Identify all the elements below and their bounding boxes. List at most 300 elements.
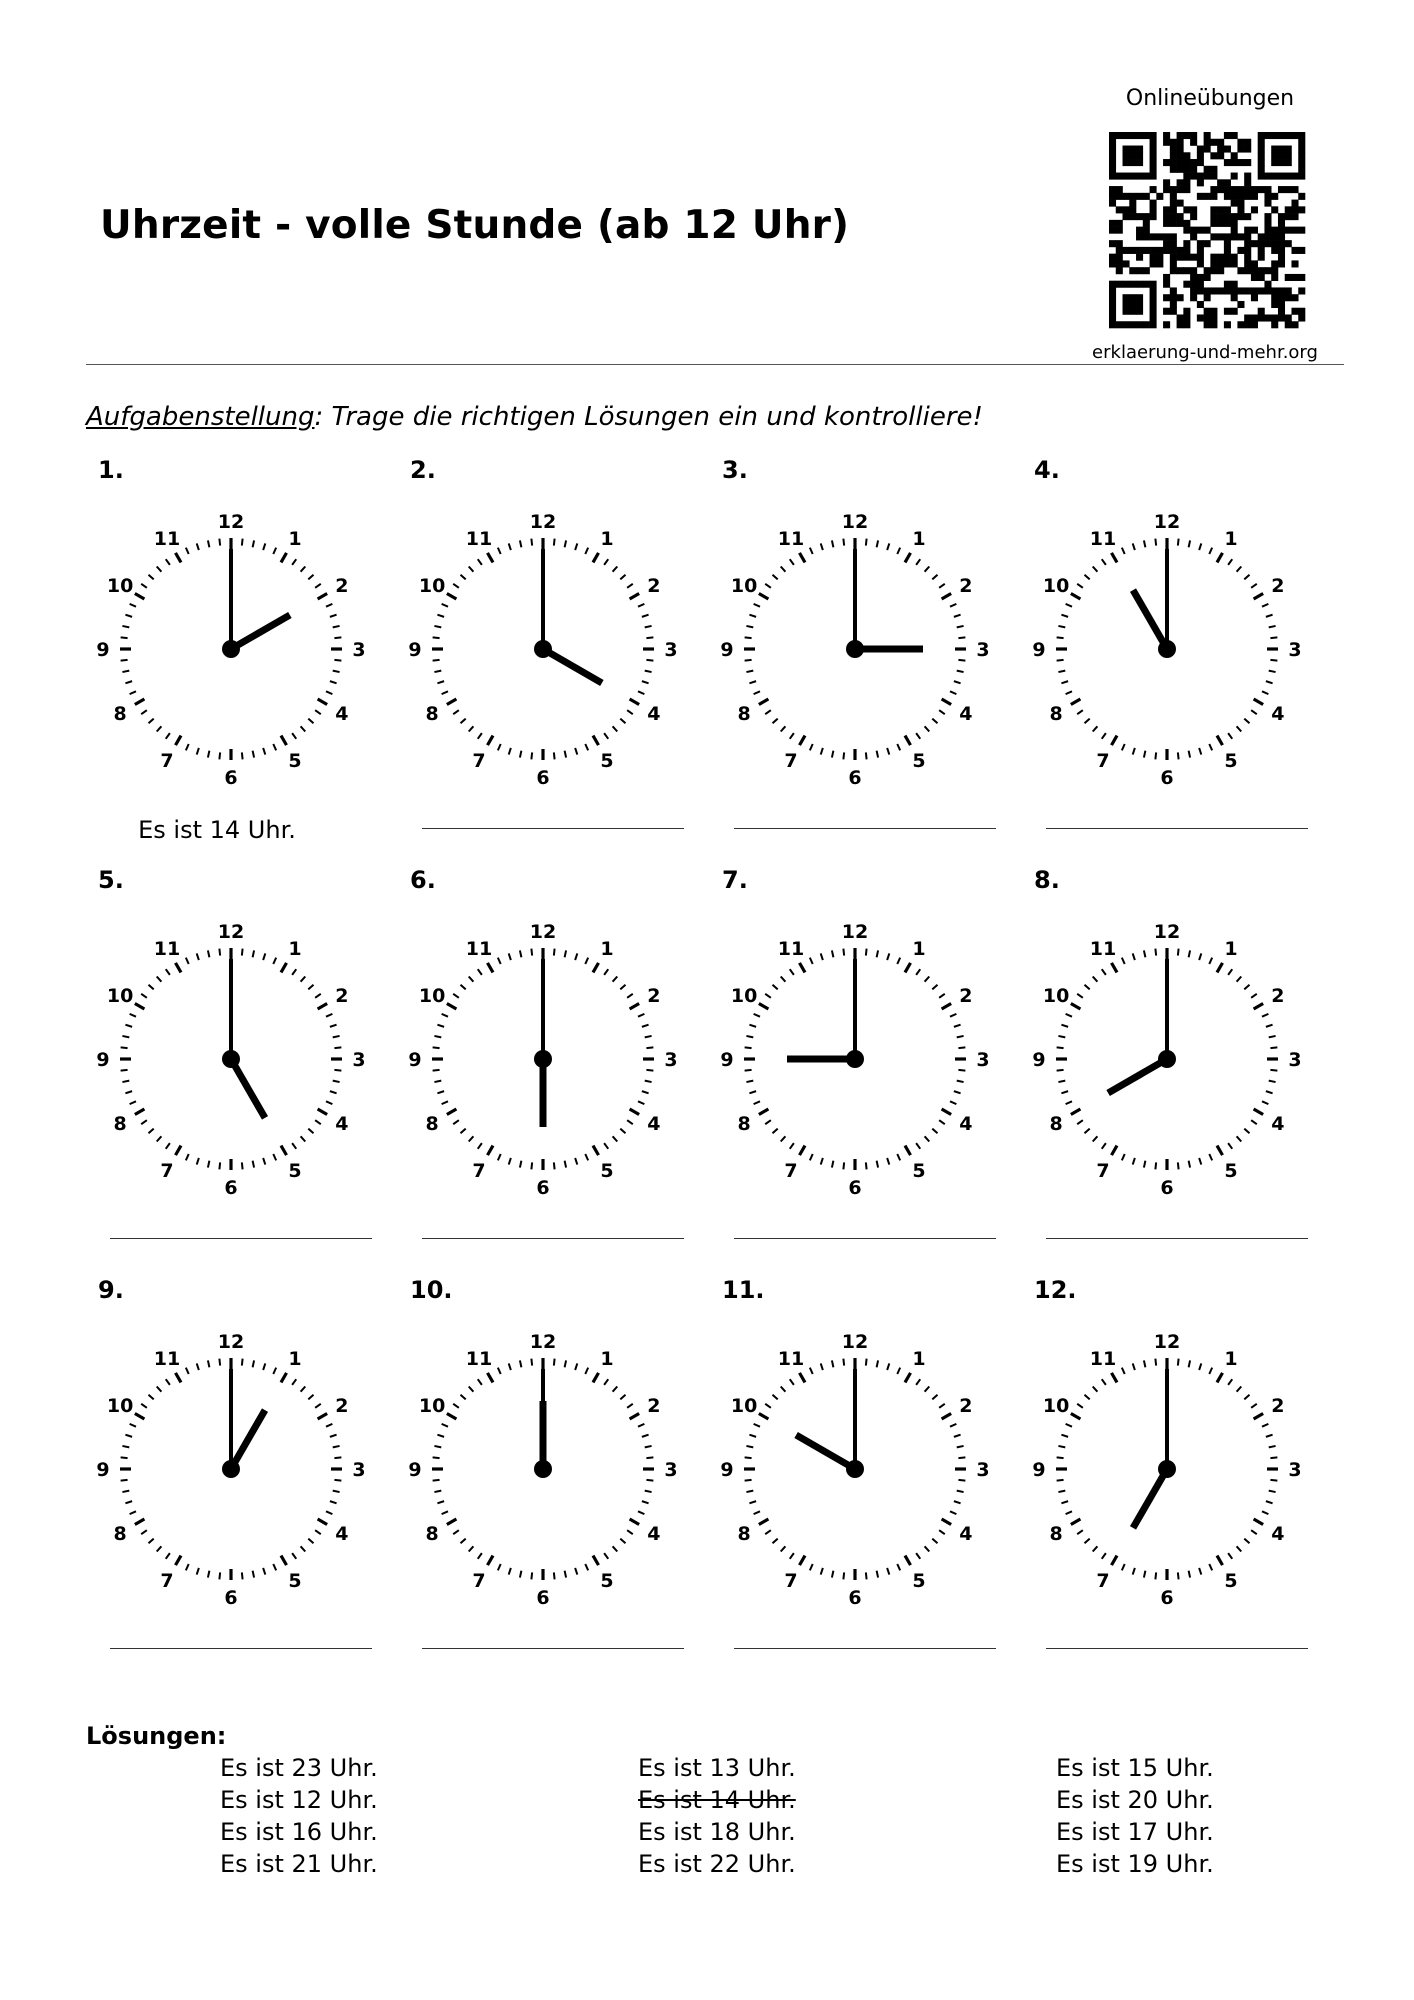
minute-tick [263,748,265,755]
minute-tick [1269,626,1276,627]
minute-tick [1237,977,1242,982]
clock-numeral: 5 [600,1159,614,1182]
hour-tick [1217,1146,1223,1156]
minute-tick [469,977,474,982]
minute-tick [1057,1047,1064,1048]
minute-tick [925,567,930,572]
solution-item: Es ist 12 Uhr. [220,1786,378,1814]
hour-tick [1217,553,1223,563]
hour-tick [281,1556,287,1566]
minute-tick [565,1571,566,1578]
minute-tick [242,1162,243,1169]
answer-line[interactable] [734,1238,996,1239]
minute-tick [645,1036,652,1037]
minute-tick [950,1424,956,1427]
minute-tick [1058,1036,1065,1037]
hour-tick [1112,736,1118,746]
minute-tick [166,559,170,565]
minute-tick [642,1435,649,1437]
hour-tick [281,1146,287,1156]
minute-tick [1262,1511,1268,1514]
clock-numeral: 7 [160,1569,174,1592]
minute-tick [958,660,965,661]
minute-tick [334,1047,341,1048]
minute-tick [925,1387,930,1392]
clock-numeral: 1 [1224,528,1238,551]
minute-tick [1061,681,1068,683]
clock-numeral: 12 [1153,1331,1181,1353]
minute-tick [122,626,129,627]
clock-numeral: 6 [536,767,550,789]
answer-line[interactable] [1046,828,1308,829]
minute-tick [916,1553,920,1559]
answer-line[interactable] [1046,1648,1308,1649]
minute-tick [957,1491,964,1492]
minute-tick [957,626,964,627]
answer-text[interactable]: Es ist 14 Uhr. [138,816,296,844]
minute-tick [765,710,771,714]
minute-tick [469,1546,474,1551]
hour-tick [135,1519,145,1525]
clock-center [222,1050,240,1068]
clock-numeral: 7 [784,1159,798,1182]
minute-tick [1133,1363,1135,1370]
minute-tick [939,710,945,714]
hour-tick [1112,553,1118,563]
minute-tick [301,1546,306,1551]
clock-exercise [710,866,1000,1266]
minute-tick [1262,1101,1268,1104]
minute-tick [509,1568,511,1575]
minute-tick [916,559,920,565]
clock-exercise [1022,866,1312,1266]
minute-tick [186,744,189,750]
hour-tick [593,1146,599,1156]
minute-tick [253,1571,254,1578]
minute-tick [301,1387,306,1392]
minute-tick [765,1530,771,1534]
minute-tick [620,575,625,580]
hour-tick [905,1146,911,1156]
clock-numeral: 12 [217,921,245,943]
minute-tick [1244,575,1249,580]
minute-tick [434,1491,441,1492]
minute-tick [1269,1036,1276,1037]
minute-tick [333,1491,340,1492]
minute-tick [1085,1395,1090,1400]
minute-tick [1144,1571,1145,1578]
answer-line[interactable] [422,828,684,829]
minute-tick [292,559,296,565]
minute-tick [219,1572,220,1579]
minute-tick [1178,1572,1179,1579]
minute-tick [1061,1091,1068,1093]
minute-tick [1228,733,1232,739]
clock-numeral: 3 [1288,1049,1302,1071]
minute-tick [810,958,813,964]
hour-tick [1112,1556,1118,1566]
minute-tick [121,660,128,661]
minute-tick [810,548,813,554]
minute-tick [866,539,867,546]
minute-tick [253,1360,254,1367]
hour-tick [630,594,640,600]
minute-tick [1269,1446,1276,1447]
minute-tick [166,969,170,975]
qr-label: Onlineübungen [1125,86,1295,111]
exercise-number: 8. [1034,866,1060,894]
clock-numeral: 7 [1096,1569,1110,1592]
clock-numeral: 4 [1271,1523,1285,1545]
answer-line[interactable] [110,1648,372,1649]
hour-tick [318,1109,328,1115]
clock-numeral: 3 [352,1049,366,1071]
hour-tick [1071,1414,1081,1420]
hour-hand [231,1410,265,1469]
minute-tick [887,1568,889,1575]
clock-numeral: 2 [1271,985,1285,1007]
minute-tick [1066,1101,1072,1104]
clock-numeral: 4 [335,1523,349,1545]
exercise-number: 5. [98,866,124,894]
minute-tick [157,726,162,731]
minute-tick [1178,949,1179,956]
clock-face [96,902,366,1199]
minute-tick [433,1070,440,1071]
hour-tick [1217,963,1223,973]
minute-tick [461,575,466,580]
minute-tick [333,1081,340,1082]
clock-numeral: 1 [600,528,614,551]
clock-numeral: 10 [730,985,758,1007]
minute-tick [130,1101,136,1104]
minute-tick [469,1136,474,1141]
minute-tick [1057,1457,1064,1458]
hour-tick [1254,1109,1264,1115]
minute-tick [1061,1501,1068,1503]
minute-tick [957,1446,964,1447]
clock-exercise [86,866,376,1266]
minute-tick [1093,977,1098,982]
minute-tick [273,1564,276,1570]
hour-tick [135,1414,145,1420]
clock-numeral: 2 [647,575,661,597]
minute-tick [509,748,511,755]
minute-tick [219,539,220,546]
clock-numeral: 6 [536,1587,550,1609]
hour-tick [905,1373,911,1383]
minute-tick [166,1379,170,1385]
clock-numeral: 8 [113,1523,127,1545]
minute-tick [1189,1161,1190,1168]
clock-numeral: 8 [113,1113,127,1135]
minute-tick [125,1501,132,1503]
clock-numeral: 12 [1153,511,1181,533]
minute-tick [954,1091,961,1093]
clock-numeral: 4 [647,1113,661,1135]
clock-exercise [86,1276,376,1676]
minute-tick [1199,543,1201,550]
clock-numeral: 9 [96,1049,110,1071]
minute-tick [749,1501,756,1503]
hour-tick [176,1556,182,1566]
minute-tick [461,1395,466,1400]
minute-tick [773,719,778,724]
clock-numeral: 1 [912,938,926,961]
clock-numeral: 5 [912,1159,926,1182]
minute-tick [832,540,833,547]
minute-tick [186,1564,189,1570]
hour-tick [593,736,599,746]
minute-tick [301,567,306,572]
minute-tick [263,1158,265,1165]
answer-line[interactable] [110,1238,372,1239]
minute-tick [1262,1424,1268,1427]
minute-tick [442,1424,448,1427]
task-text: : Trage die richtigen Lösungen ein und kontrolliere! [314,402,983,432]
clock-numeral: 2 [959,1395,973,1417]
minute-tick [754,604,760,607]
answer-line[interactable] [422,1648,684,1649]
minute-tick [749,1435,756,1437]
minute-tick [149,1129,154,1134]
clock-numeral: 3 [976,639,990,661]
minute-tick [877,1161,878,1168]
minute-tick [208,540,209,547]
minute-tick [498,1368,501,1374]
hour-tick [905,736,911,746]
minute-tick [843,1572,844,1579]
minute-tick [125,1435,132,1437]
hour-tick [488,1556,494,1566]
minute-tick [197,543,199,550]
minute-tick [585,1564,588,1570]
minute-tick [620,719,625,724]
answer-line[interactable] [422,1238,684,1239]
minute-tick [950,604,956,607]
minute-tick [330,615,337,617]
minute-tick [843,949,844,956]
minute-tick [781,977,786,982]
minute-tick [958,1047,965,1048]
minute-tick [897,548,900,554]
minute-tick [1102,1553,1106,1559]
minute-tick [620,1539,625,1544]
minute-tick [939,1404,945,1408]
clock-numeral: 11 [153,1348,181,1371]
minute-tick [954,1025,961,1027]
minute-tick [122,1081,129,1082]
minute-tick [326,1424,332,1427]
minute-tick [925,726,930,731]
minute-tick [1155,752,1156,759]
header-divider [86,364,1344,365]
clock-numeral: 12 [841,921,869,943]
minute-tick [554,1162,555,1169]
clock-numeral: 11 [1089,528,1117,551]
minute-tick [745,1070,752,1071]
minute-tick [773,985,778,990]
minute-tick [843,539,844,546]
minute-tick [219,949,220,956]
minute-tick [1122,1564,1125,1570]
minute-tick [1144,950,1145,957]
hour-tick [281,553,287,563]
qr-code[interactable] [1109,132,1305,328]
minute-tick [509,1158,511,1165]
minute-tick [604,559,608,565]
minute-tick [638,1511,644,1514]
answer-line[interactable] [734,1648,996,1649]
minute-tick [315,1530,321,1534]
clock-numeral: 4 [335,1113,349,1135]
clock-numeral: 6 [1160,1587,1174,1609]
minute-tick [613,1387,618,1392]
minute-tick [437,1091,444,1093]
clock-numeral: 6 [848,767,862,789]
clock-numeral: 6 [224,1587,238,1609]
minute-tick [565,1360,566,1367]
clock-numeral: 1 [288,938,302,961]
answer-line[interactable] [1046,1238,1308,1239]
minute-tick [950,1014,956,1017]
hour-tick [800,1556,806,1566]
minute-tick [186,958,189,964]
minute-tick [509,543,511,550]
hour-hand [1108,1059,1167,1093]
minute-tick [437,1435,444,1437]
minute-tick [208,1161,209,1168]
clock-numeral: 12 [529,921,557,943]
clock-numeral: 9 [720,1049,734,1071]
minute-tick [442,691,448,694]
minute-tick [932,985,937,990]
solutions-column [220,1752,378,1880]
minute-tick [157,1136,162,1141]
minute-tick [627,1404,633,1408]
minute-tick [1209,548,1212,554]
minute-tick [554,1359,555,1366]
hour-tick [630,699,640,705]
hour-tick [135,699,145,705]
minute-tick [575,953,577,960]
minute-tick [790,1379,794,1385]
minute-tick [326,604,332,607]
clock-numeral: 8 [737,1523,751,1545]
clock-numeral: 6 [1160,767,1174,789]
minute-tick [315,710,321,714]
minute-tick [330,681,337,683]
minute-tick [745,1457,752,1458]
clock-numeral: 1 [288,1348,302,1371]
hour-hand [796,1435,855,1469]
minute-tick [141,710,147,714]
minute-tick [1251,710,1257,714]
minute-tick [1189,950,1190,957]
minute-tick [1093,1136,1098,1141]
clock-face [720,902,990,1199]
minute-tick [1237,1546,1242,1551]
minute-tick [781,1136,786,1141]
minute-tick [939,1120,945,1124]
minute-tick [954,1435,961,1437]
hour-tick [759,1004,769,1010]
minute-tick [434,1036,441,1037]
minute-tick [887,543,889,550]
minute-tick [916,969,920,975]
minute-tick [613,567,618,572]
minute-tick [1269,671,1276,672]
clock-numeral: 9 [408,1459,422,1481]
minute-tick [866,752,867,759]
clock-numeral: 10 [1042,575,1070,597]
minute-tick [781,726,786,731]
minute-tick [442,1014,448,1017]
minute-tick [433,1480,440,1481]
minute-tick [646,637,653,638]
minute-tick [141,1404,147,1408]
minute-tick [292,1143,296,1149]
minute-tick [646,1047,653,1048]
minute-tick [520,540,521,547]
minute-tick [433,1457,440,1458]
minute-tick [939,1530,945,1534]
minute-tick [1237,1136,1242,1141]
clock-numeral: 5 [288,1569,302,1592]
minute-tick [531,949,532,956]
minute-tick [1077,994,1083,998]
minute-tick [754,1424,760,1427]
minute-tick [1251,1120,1257,1124]
answer-line[interactable] [734,828,996,829]
minute-tick [1058,1446,1065,1447]
minute-tick [821,748,823,755]
minute-tick [1266,1091,1273,1093]
minute-tick [604,1553,608,1559]
clock-numeral: 2 [647,985,661,1007]
minute-tick [1199,748,1201,755]
clock-numeral: 6 [224,767,238,789]
exercise-number: 4. [1034,456,1060,484]
hour-tick [488,553,494,563]
hour-tick [942,699,952,705]
minute-tick [1102,559,1106,565]
minute-tick [1102,1379,1106,1385]
minute-tick [746,671,753,672]
minute-tick [333,671,340,672]
minute-tick [122,1491,129,1492]
hour-tick [447,699,457,705]
minute-tick [461,1129,466,1134]
minute-tick [821,1158,823,1165]
minute-tick [1093,1387,1098,1392]
minute-tick [1057,660,1064,661]
minute-tick [1085,1539,1090,1544]
minute-tick [498,1154,501,1160]
clock-center [1158,640,1176,658]
clock-numeral: 4 [959,1523,973,1545]
minute-tick [877,950,878,957]
minute-tick [437,681,444,683]
hour-tick [800,553,806,563]
minute-tick [638,1014,644,1017]
minute-tick [958,1070,965,1071]
minute-tick [531,1162,532,1169]
clock-numeral: 11 [777,938,805,961]
clock-center [1158,1050,1176,1068]
hour-tick [759,1519,769,1525]
minute-tick [1251,1530,1257,1534]
